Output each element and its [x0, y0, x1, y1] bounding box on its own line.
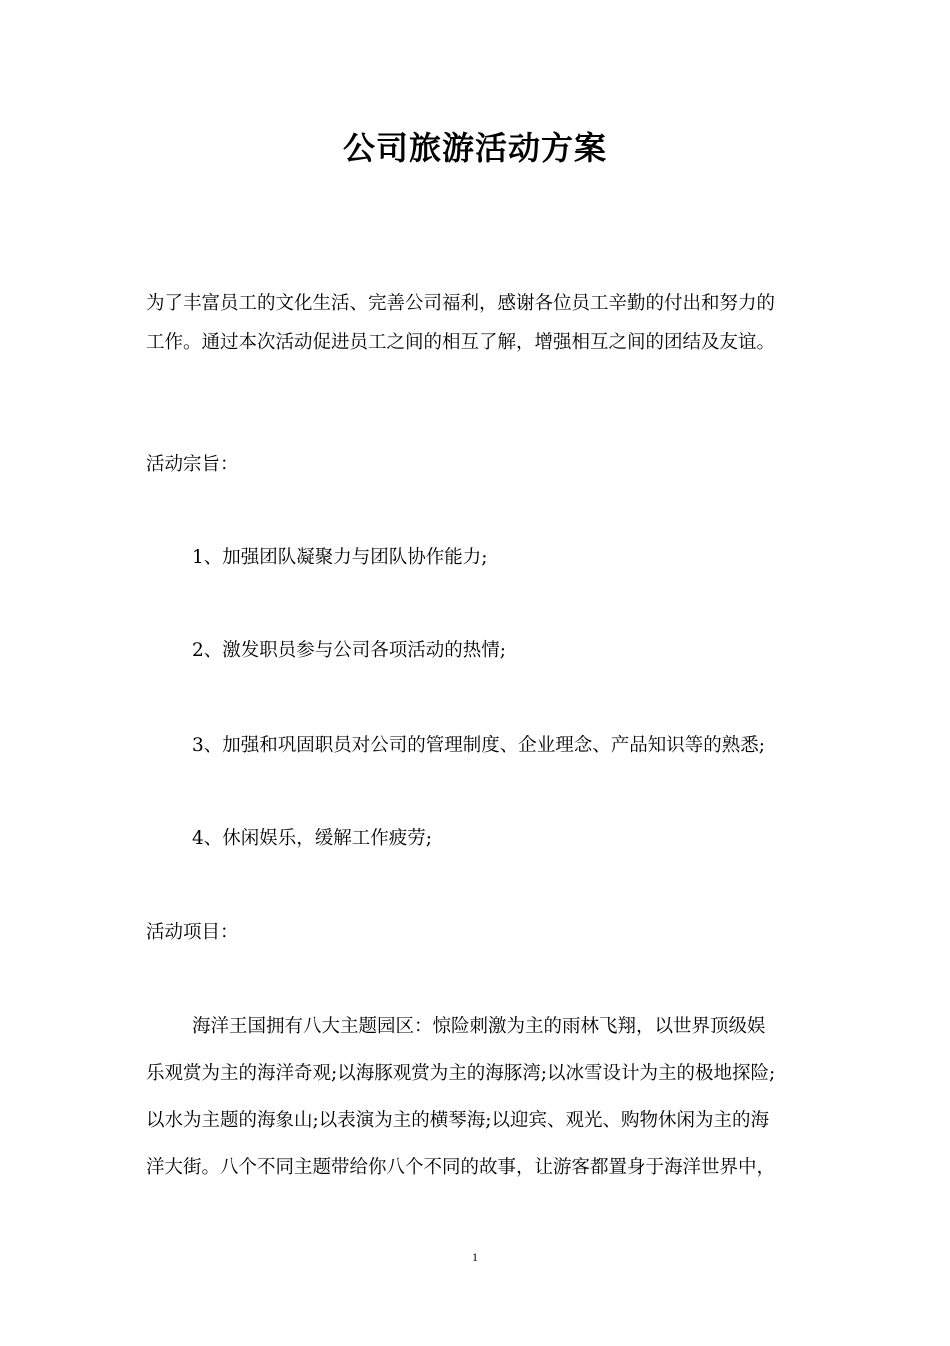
purpose-item-4: 4、休闲娱乐，缓解工作疲劳;: [192, 828, 433, 849]
intro-line-1: 为了丰富员工的文化生活、完善公司福利，感谢各位员工辛勤的付出和努力的: [146, 293, 776, 314]
document-title: 公司旅游活动方案: [342, 129, 607, 167]
project-line-3: 以水为主题的海象山;以表演为主的横琴海;以迎宾、观光、购物休闲为主的海: [146, 1110, 769, 1131]
project-line-2: 乐观赏为主的海洋奇观;以海豚观赏为主的海豚湾;以冰雪设计为主的极地探险;: [146, 1063, 776, 1084]
page-number: 1: [472, 1250, 478, 1264]
project-line-1: 海洋王国拥有八大主题园区：惊险刺激为主的雨林飞翔，以世界顶级娱: [192, 1016, 766, 1037]
purpose-item-2: 2、激发职员参与公司各项活动的热情;: [192, 640, 507, 661]
project-line-4: 洋大街。八个不同主题带给你八个不同的故事，让游客都置身于海洋世界中，: [146, 1157, 776, 1178]
project-heading: 活动项目：: [146, 922, 239, 943]
purpose-item-3: 3、加强和巩固职员对公司的管理制度、企业理念、产品知识等的熟悉;: [192, 735, 766, 756]
intro-line-2: 工作。通过本次活动促进员工之间的相互了解，增强相互之间的团结及友谊。: [146, 332, 776, 353]
purpose-heading: 活动宗旨：: [146, 454, 239, 475]
purpose-item-1: 1、加强团队凝聚力与团队协作能力;: [192, 547, 488, 568]
